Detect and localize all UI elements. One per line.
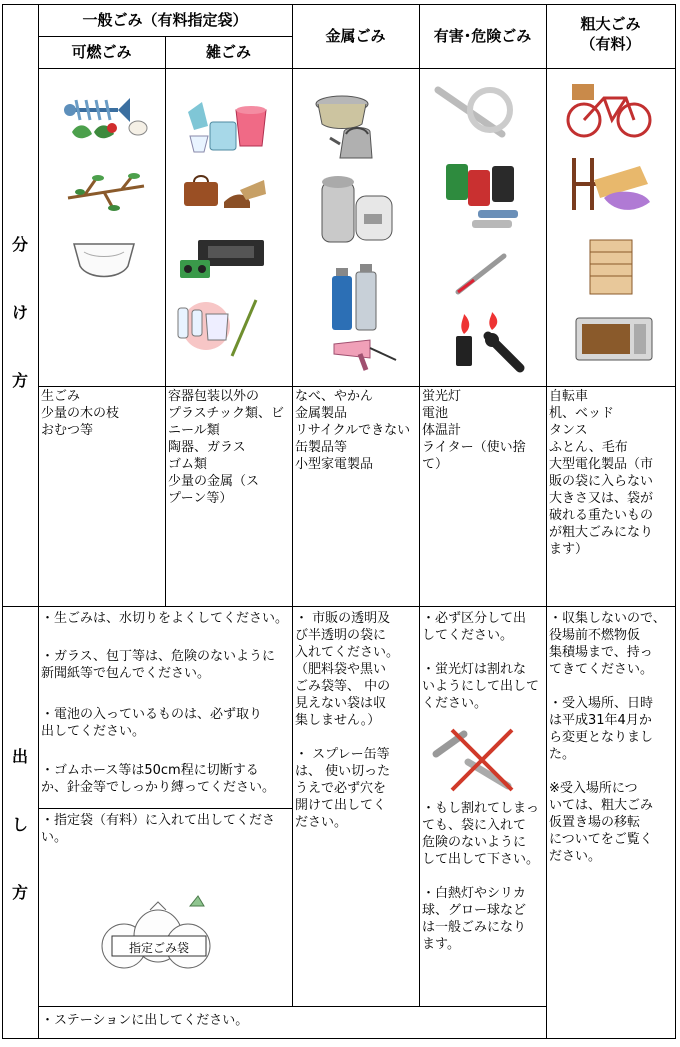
header-combustible: 可燃ごみ (71, 43, 132, 61)
section-divider (2, 606, 676, 607)
oversized-disposal-note: ・収集しないので、 役場前不燃物仮 集積場まで、持っ てきてください。 ・受入場所、日時 は平成31年4月か ら変更となりまし た。 ※受入場所につ いては、粗大ごみ 仮置き場の移転 についてをご覧く ださい。 (549, 611, 666, 864)
broken-tube-crossed-icon (428, 724, 518, 796)
fish-bone-icon (58, 88, 154, 144)
spray-can-icon (328, 262, 384, 334)
header-general: 一般ごみ（有料指定袋） (82, 11, 248, 29)
side-label-sorting-3: 方 (11, 371, 28, 390)
side-label-disposal-2: し (11, 815, 28, 834)
side-divider (38, 4, 39, 1039)
metal-left (292, 4, 293, 1007)
items-misc: 容器包装以外の プラスチック類、ビ ニール類 陶器、ガラス ゴム類 少量の金属（ス プーン等） (168, 389, 284, 506)
side-label-sorting-2: け (11, 303, 28, 322)
items-oversized: 自転車 机、ベッド タンス ふとん、毛布 大型電化製品（市 販の袋に入らない 大きさ又は、袋が 破れる重たいもの が粗大ごみになり ます） (549, 389, 654, 557)
header-hazardous: 有害･危険ごみ (433, 27, 532, 45)
side-label-disposal-3: 方 (11, 883, 28, 902)
items-combustible: 生ごみ 少量の木の枝 おむつ等 (41, 389, 120, 438)
station-note: ・ステーションに出してください。 (41, 1013, 249, 1028)
designated-bag-note: ・指定袋（有料）に入れて出してくださ い。 (41, 813, 276, 845)
general-note-3: ・電池の入っているものは、必ず取り 出してください。 (41, 707, 263, 739)
bicycle-icon (564, 78, 654, 140)
rice-cooker-icon (318, 172, 394, 248)
border-bottom (2, 1038, 676, 1039)
chest-of-drawers-icon (588, 238, 634, 296)
header-metal: 金属ごみ (325, 27, 386, 45)
items-metal: なべ、やかん 金属製品 リサイクルできない 缶製品等 小型家電製品 (295, 389, 411, 472)
header-bottom (38, 68, 676, 69)
batteries-icon (438, 158, 526, 230)
border-top (2, 4, 676, 5)
oversized-left (546, 4, 547, 1039)
hazardous-disposal-note-1: ・必ず区分して出 してください。 ・蛍光灯は割れな いようにして出して ください。 (422, 611, 540, 711)
general-note-1: ・生ごみは、水切りをよくしてください。 (41, 611, 289, 626)
combustible-divider (165, 36, 166, 607)
microwave-icon (574, 314, 654, 362)
garbage-bag-icon (98, 890, 218, 974)
bag-shoes-icon (180, 172, 272, 216)
video-tape-icon (178, 236, 270, 282)
lighter-icon (444, 310, 534, 374)
pot-kettle-icon (310, 88, 386, 160)
garbage-bag-label: 指定ごみ袋 (128, 941, 189, 955)
hazardous-left (419, 4, 420, 1007)
notes-divider (38, 808, 292, 809)
fluorescent-tube-icon (432, 82, 522, 142)
general-note-2: ・ガラス、包丁等は、危険のないように 新聞紙等で包んでください。 (41, 649, 276, 681)
items-hazardous: 蛍光灯 電池 体温計 ライター（使い捨 て） (422, 389, 526, 472)
diaper-icon (70, 236, 138, 286)
side-label-sorting-1: 分 (11, 235, 28, 254)
header-oversized: 粗大ごみ （有料） (580, 15, 641, 53)
side-label-disposal-1: 出 (11, 747, 28, 766)
hazardous-disposal-note-2: ・もし割れてしまっ ても、袋に入れて 危険のないように して出して下さい。 ・白熱灯やシリカ 球、グロー球など は一般ごみになり ます。 (422, 801, 540, 952)
plastic-containers-icon (184, 96, 274, 156)
glass-umbrella-icon (170, 296, 260, 362)
general-note-4: ・ゴムホース等は50cm程に切断する か、針金等でしっかり縛ってください。 (41, 763, 276, 795)
chair-futon-icon (564, 154, 654, 216)
thermometer-icon (454, 252, 510, 296)
items-divider (38, 386, 676, 387)
header-misc: 雑ごみ (205, 43, 251, 61)
hair-dryer-icon (330, 334, 400, 374)
border-right (675, 4, 676, 1039)
metal-disposal-note: ・ 市販の透明及 び半透明の袋に 入れてください。 （肥料袋や黒い ごみ袋等、 中の 見えない袋は収 集しません。） ・ スプレー缶等 は、 使い切った うえで必ず穴を 開けて出してく ださい。 (295, 611, 400, 830)
branches-icon (64, 168, 148, 218)
